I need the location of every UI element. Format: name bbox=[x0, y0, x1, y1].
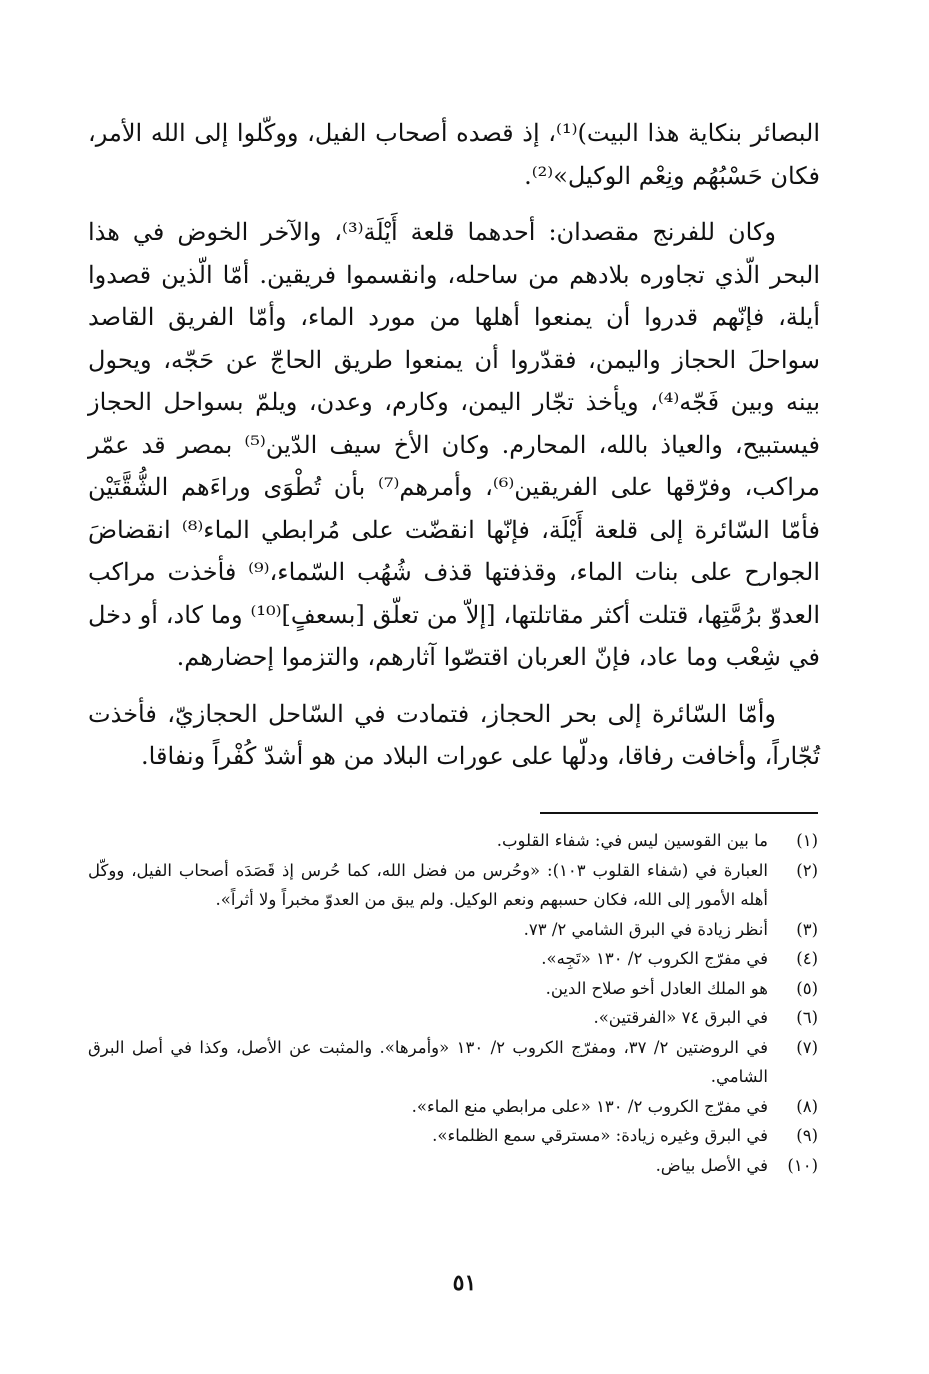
footnote-10 bbox=[88, 1151, 818, 1181]
footnote-4 bbox=[88, 944, 818, 974]
footnote-5 bbox=[88, 974, 818, 1004]
footnote-text: في مفرّج الكروب ٢/ ١٣٠ «على مرابطي منع الماء». bbox=[411, 1096, 768, 1116]
footnote-number: (٦) bbox=[796, 1008, 818, 1027]
footnote-6 bbox=[88, 1003, 818, 1033]
footnote-text: العبارة في (شفاء القلوب ١٠٣): «وحُرس من فضل الله، كما حُرس إذ قَصَدَه أصحاب الفيل، ووكّل أهله الأمور إلى الله، فكان حسبهم ونعم الوكيل. ولم يبق من العدوّ مخبراً ولا أثراً». bbox=[88, 860, 768, 909]
footnote-7 bbox=[88, 1033, 818, 1092]
footnote-text: في مفرّج الكروب ٢/ ١٣٠ «تَجِه». bbox=[541, 949, 768, 968]
footnote-separator bbox=[540, 812, 818, 814]
footnote-number: (٣) bbox=[796, 919, 818, 939]
footnote-text: أنظر زيادة في البرق الشامي ٢/ ٧٣. bbox=[523, 919, 768, 939]
footnote-number: (٤) bbox=[796, 949, 818, 968]
footnote-3 bbox=[88, 915, 818, 945]
footnote-text: في الأصل بياض. bbox=[655, 1155, 768, 1175]
paragraph-1: البصائر بنكاية هذا البيت)⁽¹⁾، إذ قصده أصحاب الفيل، ووكّلوا إلى الله الأمر، فكان حَسْبُهُم ونِعْم الوكيل»⁽²⁾. bbox=[88, 119, 821, 190]
footnote-1 bbox=[88, 826, 818, 856]
footnote-text: ما بين القوسين ليس في: شفاء القلوب. bbox=[496, 831, 768, 850]
footnote-text: هو الملك العادل أخو صلاح الدين. bbox=[545, 978, 768, 998]
footnote-number: (١) bbox=[796, 831, 818, 850]
paragraph-2: وكان للفرنج مقصدان: أحدهما قلعة أَيْلَة⁽³⁾، والآخر الخوض في هذا البحر الّذي تجاوره بلادهم من ساحله، وانقسموا فريقين. أمّا الّذين قصدوا أيلة، فإنّهم قدروا أن يمنعوا أهلها من مورد الماء، وأمّا الفريق القاصد سواحلَ الحجاز واليمن، فقدّروا أن يمنعوا طريق الحاجّ عن حَجّه، ويحول بينه وبين فَجّه⁽⁴⁾، ويأخذ تجّار اليمن، وكارم، وعدن، ويلمّ بسواحل الحجاز فيستبيح، والعياذ بالله، المحارم. وكان الأخ سيف الدّين⁽⁵⁾ بمصر قد عمّر مراكب، وفرّقها على الفريقين⁽⁶⁾، وأمرهم⁽⁷⁾ بأن تُطْوَى وراءَهم الشُّقَّتَيْن فأمّا السّائرة إلى قلعة أَيْلَة، فإنّها انقضّت على مُرابطي الماء⁽⁸⁾ انقضاضَ الجوارح على بنات الماء، وقذفتها قذف شُهُب السّماء،⁽⁹⁾ فأخذت مراكب العدوّ برُمَّتِها، قتلت أكثر مقاتلتها، [إلاّ من تعلّق [بسعفٍ]⁽¹⁰⁾ وما كاد، أو دخل في شِعْب وما عاد، فإنّ العربان اقتصّوا آثارهم، والتزموا إحضارهم. bbox=[88, 218, 821, 671]
footnotes bbox=[88, 826, 818, 1180]
footnote-number: (٩) bbox=[796, 1126, 818, 1145]
footnote-number: (٥) bbox=[796, 978, 818, 998]
footnote-number: (٨) bbox=[796, 1096, 818, 1116]
footnote-number: (٧) bbox=[796, 1037, 818, 1057]
footnote-8 bbox=[88, 1092, 818, 1122]
footnote-text: في البرق ٧٤ «الفرقتين». bbox=[593, 1008, 768, 1027]
page-number: ٥١ bbox=[452, 1270, 477, 1296]
footnote-2 bbox=[88, 856, 818, 915]
footnote-text: في الروضتين ٢/ ٣٧، ومفرّج الكروب ٢/ ١٣٠ «وأمرها». والمثبت عن الأصل، وكذا في أصل البرق الشامي. bbox=[88, 1037, 768, 1086]
main-text bbox=[88, 112, 820, 792]
footnote-number: (٢) bbox=[796, 860, 818, 880]
paragraph-3: وأمّا السّائرة إلى بحر الحجاز، فتمادت في السّاحل الحجازيّ، فأخذت تُجّاراً، وأخافت رفاقا، ودلّها على عورات البلاد من هو أشدّ كُفْراً ونفاقا. bbox=[88, 699, 820, 770]
footnote-9 bbox=[88, 1121, 818, 1151]
footnote-text: في البرق وغيره زيادة: «مسترقي سمع الظلماء». bbox=[432, 1126, 768, 1145]
footnote-number: (١٠) bbox=[787, 1155, 818, 1175]
